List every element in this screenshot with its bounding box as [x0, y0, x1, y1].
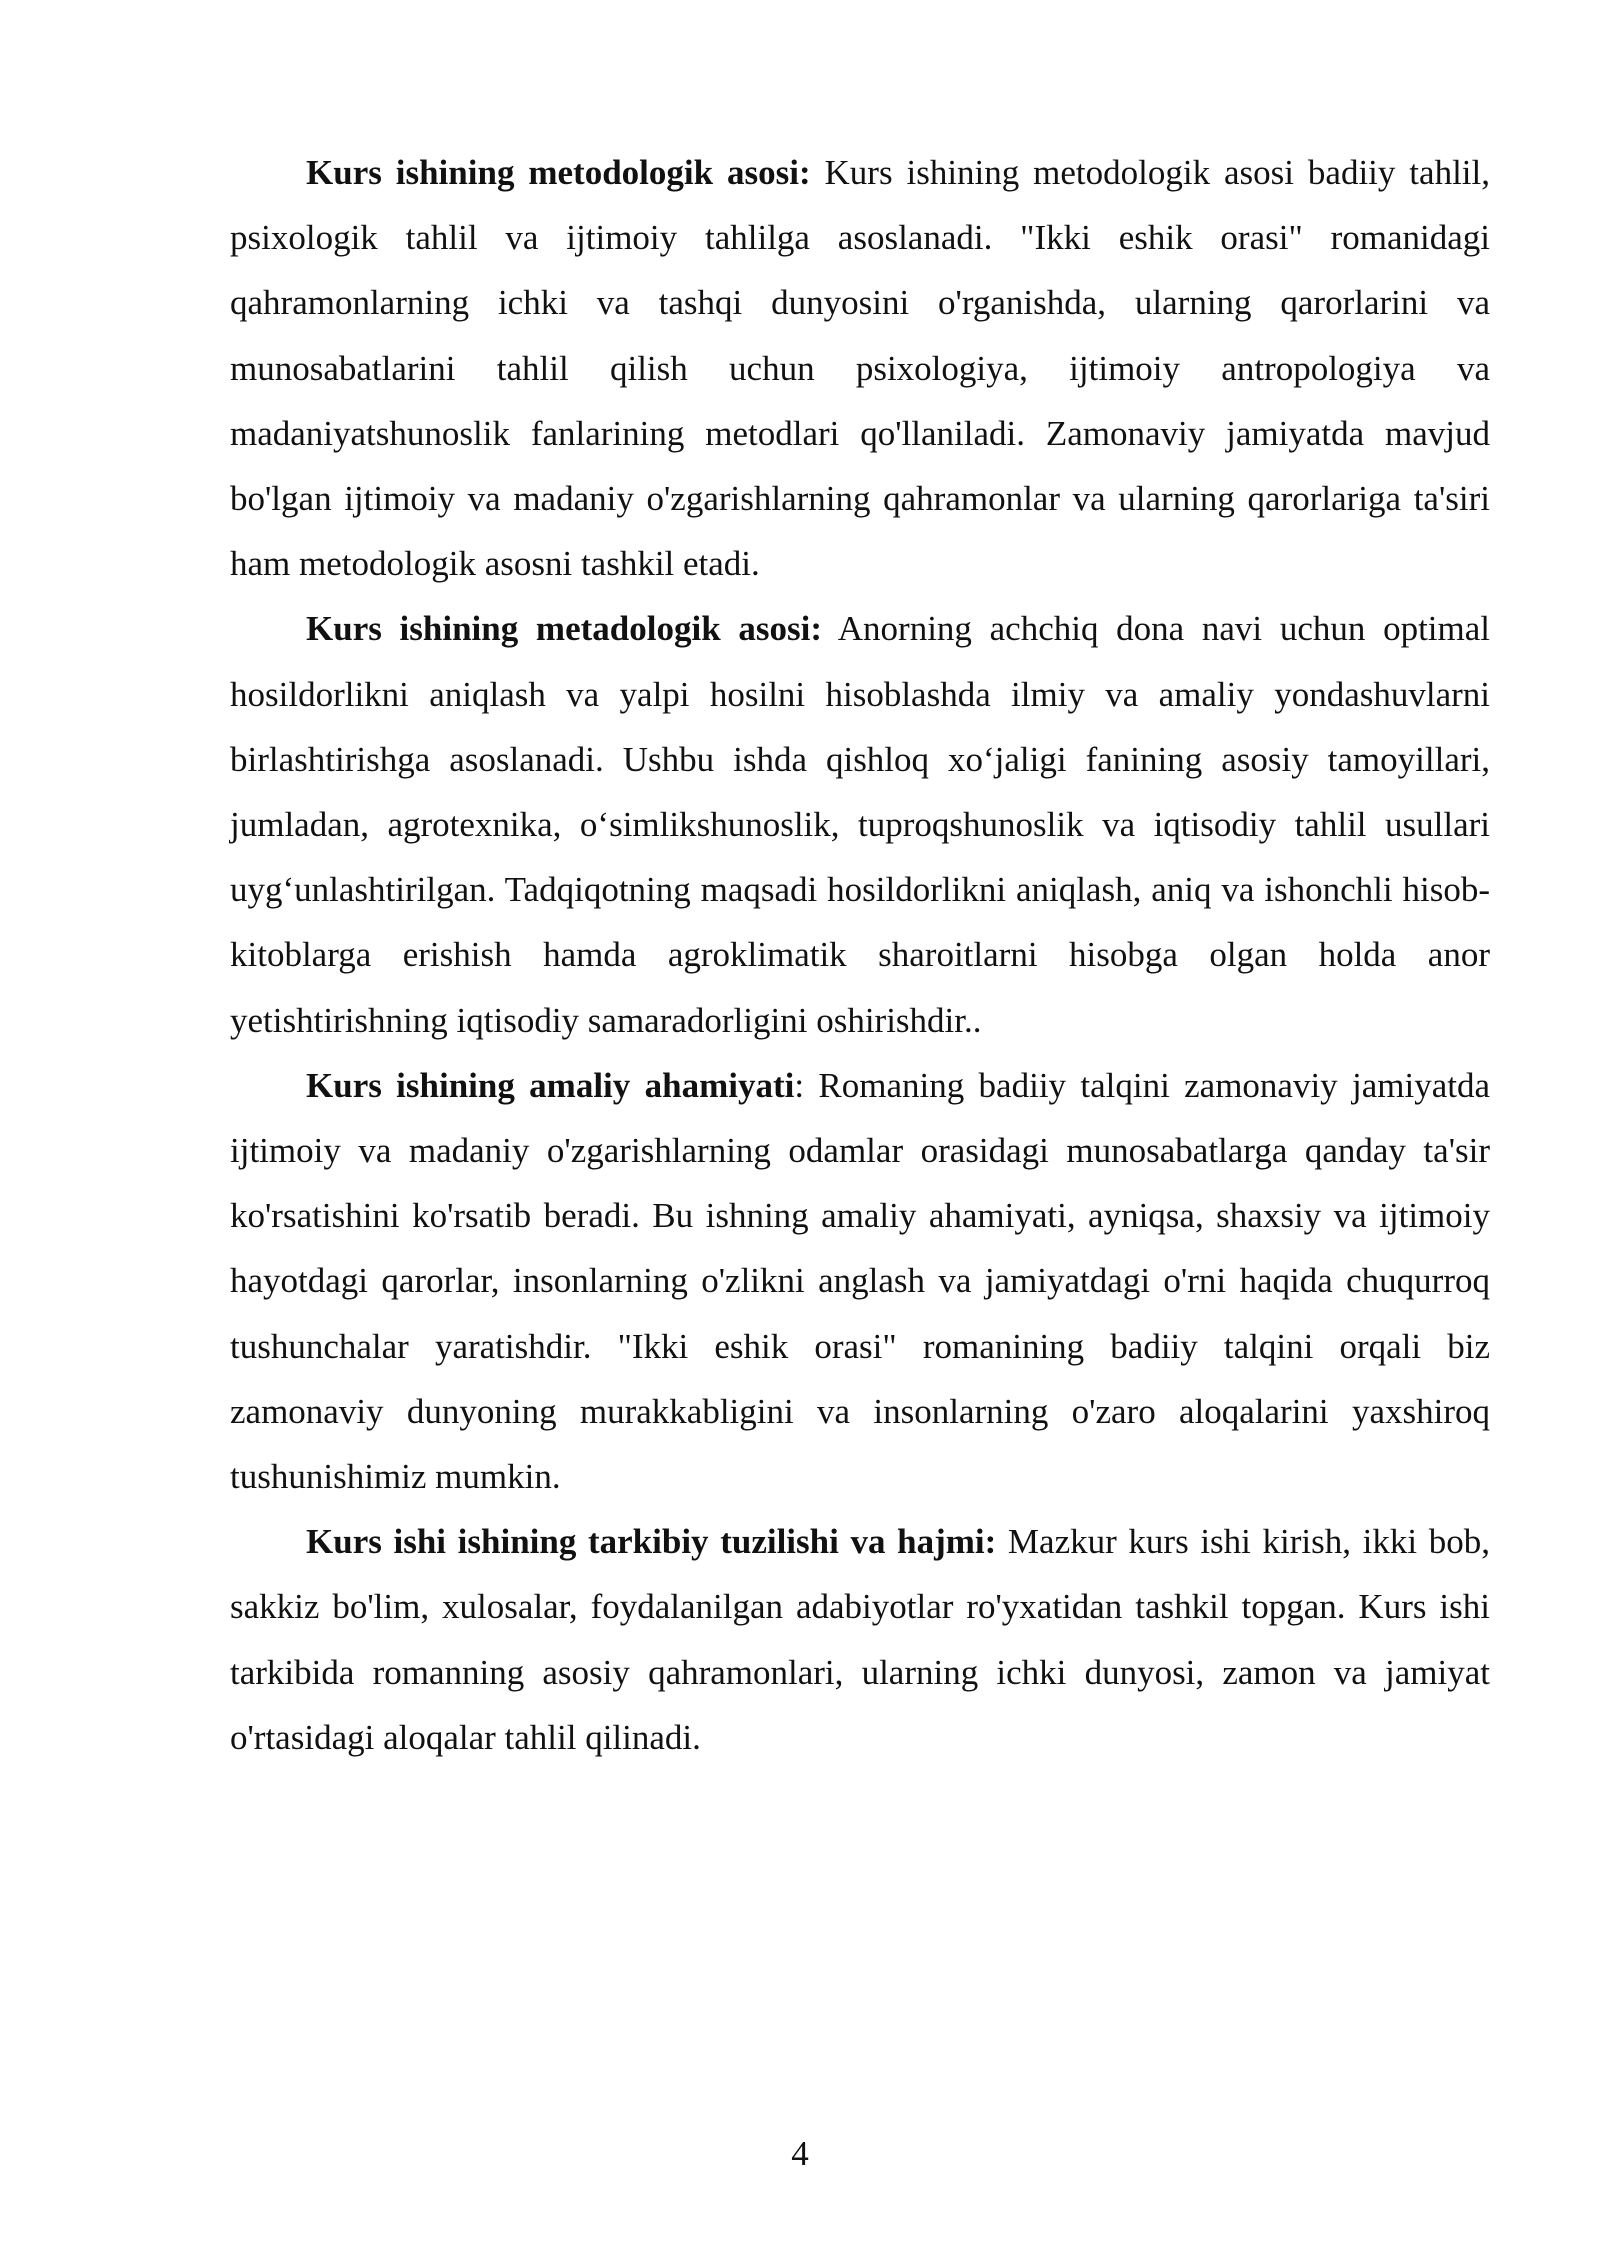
- document-page-body: [230, 140, 1490, 1770]
- paragraph-structure-and-volume: [230, 1509, 1490, 1770]
- paragraph-heading: Kurs ishining metodologik asosi:: [306, 153, 811, 192]
- heading-separator: [822, 609, 838, 648]
- page-number: 4: [791, 2134, 809, 2173]
- paragraph-text: Mazkur kurs ishi kirish, ikki bob, sakkiz bo'lim, xulosalar, foydalanilgan adabiyotlar ro'yxatidan tashkil topgan. Kurs ishi tarkibida romanning asosiy qahramonlari, ularning ichki dunyosi, zamon va jamiyat o'rtasidagi aloqalar tahlil qilinadi.: [230, 1522, 1490, 1757]
- paragraph-text: Kurs ishining metodologik asosi badiiy tahlil, psixologik tahlil va ijtimoiy tahlilga asoslanadi. "Ikki eshik orasi" romanidagi qahramonlarning ichki va tashqi dunyosini o'rganishda, ularning qarorlarini va munosabatlarini tahlil qilish uchun psixologiya, ijtimoiy antropologiya va madaniyatshunoslik fanlarining metodlari qo'llaniladi. Zamonaviy jamiyatda mavjud bo'lgan ijtimoiy va madaniy o'zgarishlarning qahramonlar va ularning qarorlariga ta'siri ham metodologik asosni tashkil etadi.: [230, 153, 1490, 584]
- heading-separator: [811, 153, 825, 192]
- paragraph-heading: Kurs ishi ishining tarkibiy tuzilishi va hajmi:: [306, 1522, 997, 1562]
- paragraph-methodological-basis: [230, 140, 1490, 596]
- paragraph-metadological-basis: [230, 596, 1490, 1052]
- paragraph-practical-significance: [230, 1053, 1490, 1509]
- paragraph-heading: Kurs ishining metadologik asosi:: [306, 609, 822, 649]
- paragraph-text: Romaning badiiy talqini zamonaviy jamiyatda ijtimoiy va madaniy o'zgarishlarning odamlar orasidagi munosabatlarga qanday ta'sir ko'rsatishini ko'rsatib beradi. Bu ishning amaliy ahamiyati, ayniqsa, shaxsiy va ijtimoiy hayotdagi qarorlar, insonlarning o'zlikni anglash va jamiyatdagi o'rni haqida chuqurroq tushunchalar yaratishdir. "Ikki eshik orasi" romanining badiiy talqini orqali biz zamonaviy dunyoning murakkabligini va insonlarning o'zaro aloqalarini yaxshiroq tushunishimiz mumkin.: [230, 1065, 1490, 1497]
- heading-separator: :: [794, 1065, 819, 1105]
- paragraph-heading: Kurs ishining amaliy ahamiyati: [306, 1065, 795, 1105]
- paragraph-text: Anorning achchiq dona navi uchun optimal hosildorlikni aniqlash va yalpi hosilni hisoblashda ilmiy va amaliy yondashuvlarni birlashtirishga asoslanadi. Ushbu ishda qishloq xo‘jaligi fanining asosiy tamoyillari, jumladan, agrotexnika, o‘simlikshunoslik, tuproqshunoslik va iqtisodiy tahlil usullari uyg‘unlashtirilgan. Tadqiqotning maqsadi hosildorlikni aniqlash, aniq va ishonchli hisob-kitoblarga erishish hamda agroklimatik sharoitlarni hisobga olgan holda anor yetishtirishning iqtisodiy samaradorligini oshirishdir..: [230, 609, 1490, 1040]
- heading-separator: [996, 1522, 1008, 1561]
